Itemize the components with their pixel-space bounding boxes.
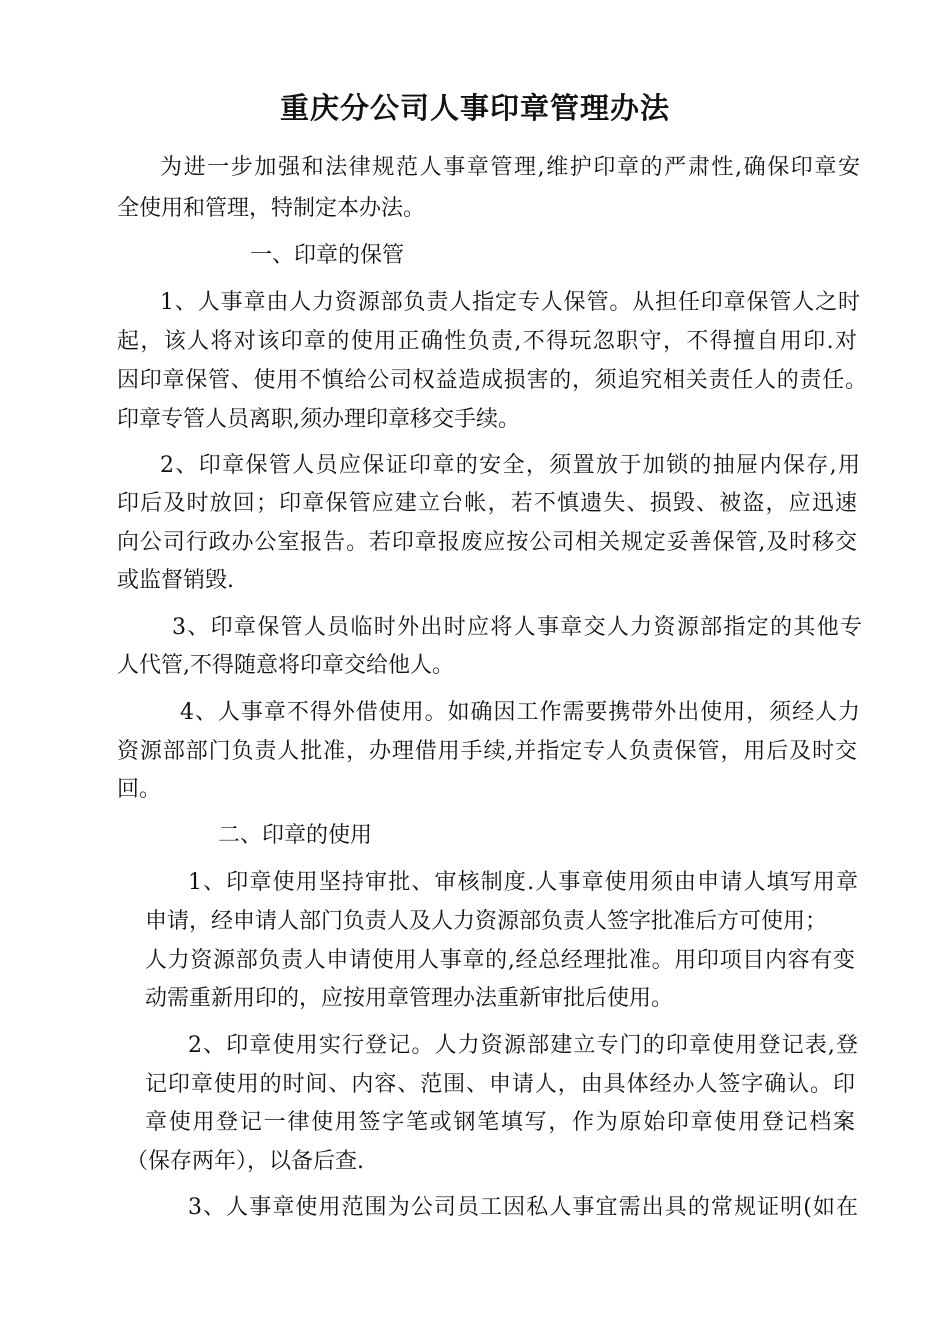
s1-item3-line-2: 人代管,不得随意将印章交给他人。 [117, 653, 454, 678]
s2-item1-line-4: 动需重新用印的，应按用章管理办法重新审批后使用。 [145, 986, 674, 1011]
s2-item2-line-2: 记印章使用的时间、内容、范围、申请人，由具体经办人签字确认。印 [145, 1072, 856, 1097]
s1-item2-line-4: 或监督销毁. [117, 568, 234, 593]
s1-item2-line-1: 2、印章保管人员应保证印章的安全，须置放于加锁的抽屉内保存,用 [160, 453, 862, 478]
s1-item3-line-1: 3、印章保管人员临时外出时应将人事章交人力资源部指定的其他专 [172, 615, 864, 640]
s1-item4-line-2: 资源部部门负责人批准，办理借用手续,并指定专人负责保管，用后及时交 [117, 739, 858, 764]
document-title: 重庆分公司人事印章管理办法 [279, 91, 670, 125]
s1-item1-line-3: 因印章保管、使用不慎给公司权益造成损害的，须追究相关责任人的责任。 [117, 368, 868, 393]
s1-item2-line-2: 印后及时放回；印章保管应建立台帐，若不慎遗失、损毁、被盗，应迅速 [117, 491, 859, 516]
s2-item1-line-2: 申请，经申请人部门负责人及人力资源部负责人签字批准后方可使用； [145, 909, 828, 934]
s2-item3-line-1: 3、人事章使用范围为公司员工因私人事宜需出具的常规证明(如在 [188, 1195, 860, 1220]
s2-item2-line-3: 章使用登记一律使用签字笔或钢笔填写，作为原始印章使用登记档案 [145, 1110, 857, 1135]
s2-item1-line-1: 1、印章使用坚持审批、审核制度.人事章使用须由申请人填写用章 [188, 870, 860, 895]
s1-item1-line-2: 起，该人将对该印章的使用正确性负责,不得玩忽职守，不得擅自用印.对 [117, 329, 859, 354]
s1-item4-line-3: 回。 [117, 777, 162, 802]
section-1-heading: 一、印章的保管 [250, 243, 405, 268]
s1-item1-line-1: 1、人事章由人力资源部负责人指定专人保管。从担任印章保管人之时 [160, 290, 861, 315]
s2-item1-line-3: 人力资源部负责人申请使用人事章的,经总经理批准。用印项目内容有变 [145, 948, 856, 973]
intro-line-2: 全使用和管理，特制定本办法。 [117, 196, 426, 221]
s2-item2-line-1: 2、印章使用实行登记。人力资源部建立专门的印章使用登记表,登 [188, 1033, 860, 1058]
s1-item2-line-3: 向公司行政办公室报告。若印章报废应按公司相关规定妥善保管,及时移交 [117, 530, 858, 555]
s2-item2-line-4: （保存两年），以备后查. [126, 1149, 364, 1174]
s1-item1-line-4: 印章专管人员离职,须办理印章移交手续。 [117, 407, 520, 432]
s1-item4-line-1: 4、人事章不得外借使用。如确因工作需要携带外出使用，须经人力 [180, 700, 861, 725]
section-2-heading: 二、印章的使用 [218, 823, 373, 848]
intro-line-1: 为进一步加强和法律规范人事章管理,维护印章的严肃性,确保印章安 [160, 155, 862, 180]
